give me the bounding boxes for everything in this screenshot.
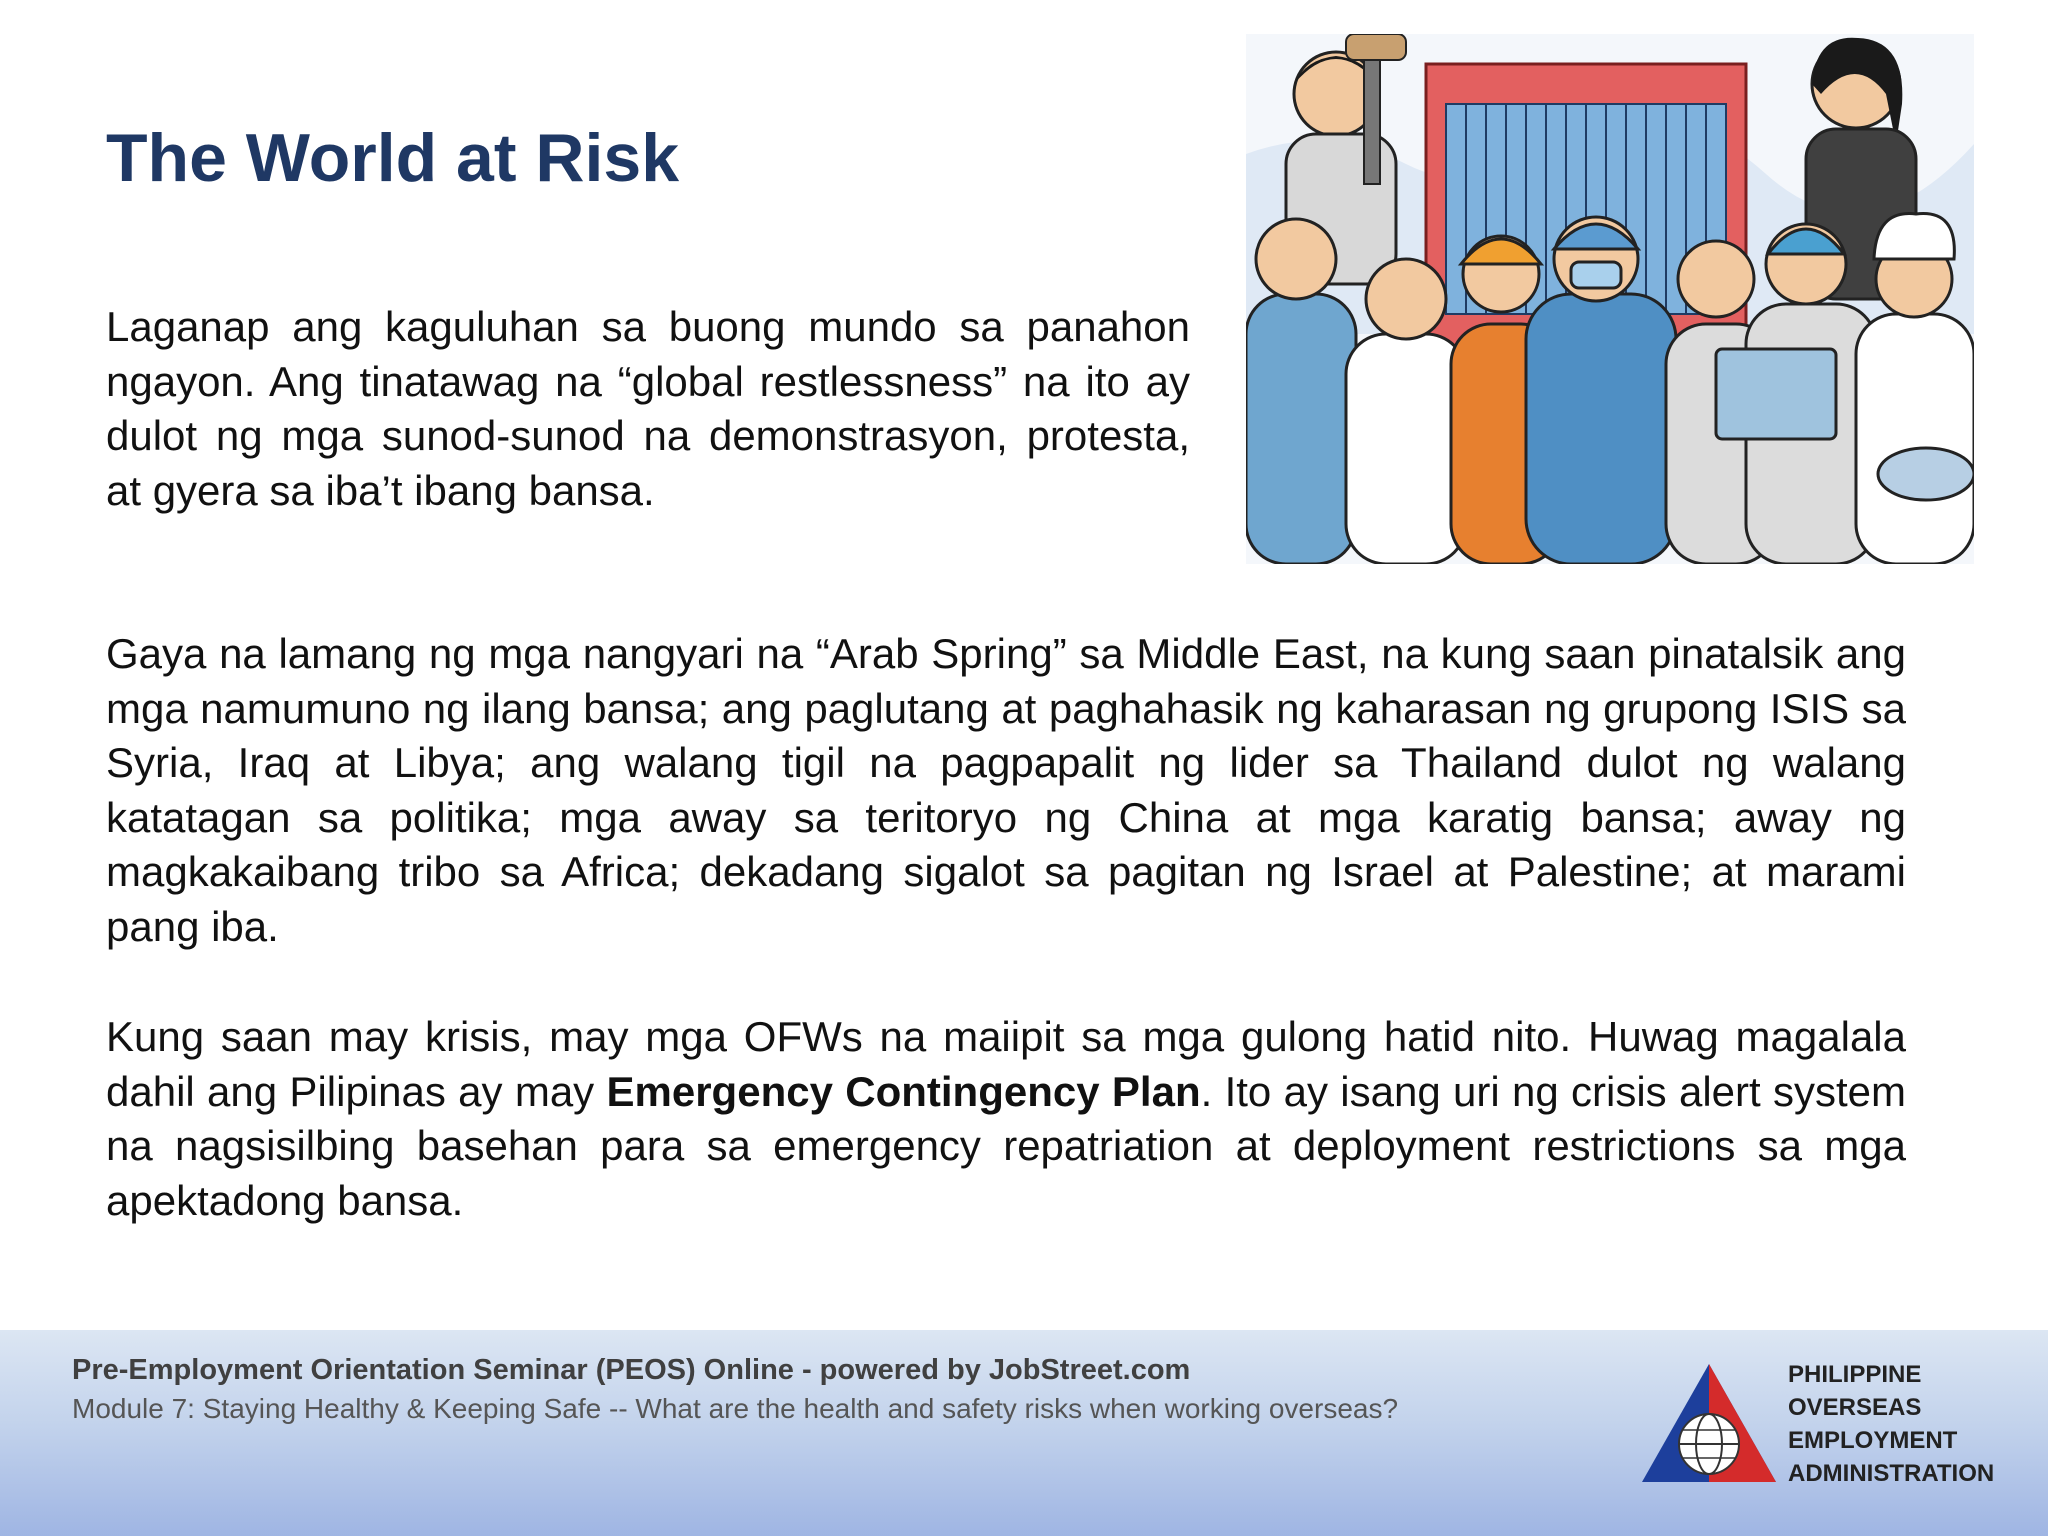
- footer-subtitle: Module 7: Staying Healthy & Keeping Safe -- What are the health and safety risks when working overseas?: [72, 1393, 1399, 1424]
- poea-logo-text: [1788, 1358, 1994, 1490]
- paragraph-3-text-end: . Ito ay isang uri ng crisis alert system na nagsisilbing basehan para sa emergency repatriation at deployment restrictions sa mga apektadong bansa.: [106, 1067, 1906, 1224]
- emergency-contingency-plan-text: Emergency Contingency Plan: [606, 1067, 1201, 1115]
- logo-line-4: ADMINISTRATION: [1788, 1460, 1995, 1487]
- paragraph-3-text-start: Kung saan may krisis, may mga OFWs na maiipit sa mga gulong hatid nito. Huwag magalala dahil ang Pilipinas ay may: [106, 1013, 1906, 1115]
- logo-line-3: EMPLOYMENT: [1788, 1427, 1958, 1454]
- poea-logo-icon: [1636, 1358, 1782, 1488]
- logo-line-1: PHILIPPINE: [1788, 1361, 1922, 1388]
- footer-title: Pre-Employment Orientation Seminar (PEOS) Online - powered by JobStreet.com: [72, 1354, 1191, 1386]
- paragraph-3: [106, 1010, 1906, 1228]
- footer-bar: [0, 1330, 2048, 1536]
- workers-illustration: [1246, 34, 1974, 564]
- paragraph-2: Gaya na lamang ng mga nangyari na “Arab Spring” sa Middle East, na kung saan pinatalsik ang mga namumuno ng ilang bansa; ang paglutang at paghahasik ng kaharasan ng grupong ISIS sa Syria, Iraq at Libya; ang walang tigil na pagpapalit ng lider sa Thailand dulot ng walang katatagan sa politika; mga away sa teritoryo ng China at mga karatig bansa; away ng magkakaibang tribo sa Africa; dekadang sigalot sa pagitan ng Israel at Palestine; at marami pang iba.: [106, 630, 1906, 950]
- slide-title: The World at Risk: [106, 120, 680, 196]
- logo-line-2: OVERSEAS: [1788, 1394, 1922, 1421]
- paragraph-1: Laganap ang kaguluhan sa buong mundo sa panahon ngayon. Ang tinatawag na “global restlessness” na ito ay dulot ng mga sunod-sunod na demonstrasyon, protesta, at gyera sa iba’t ibang bansa.: [106, 303, 1190, 514]
